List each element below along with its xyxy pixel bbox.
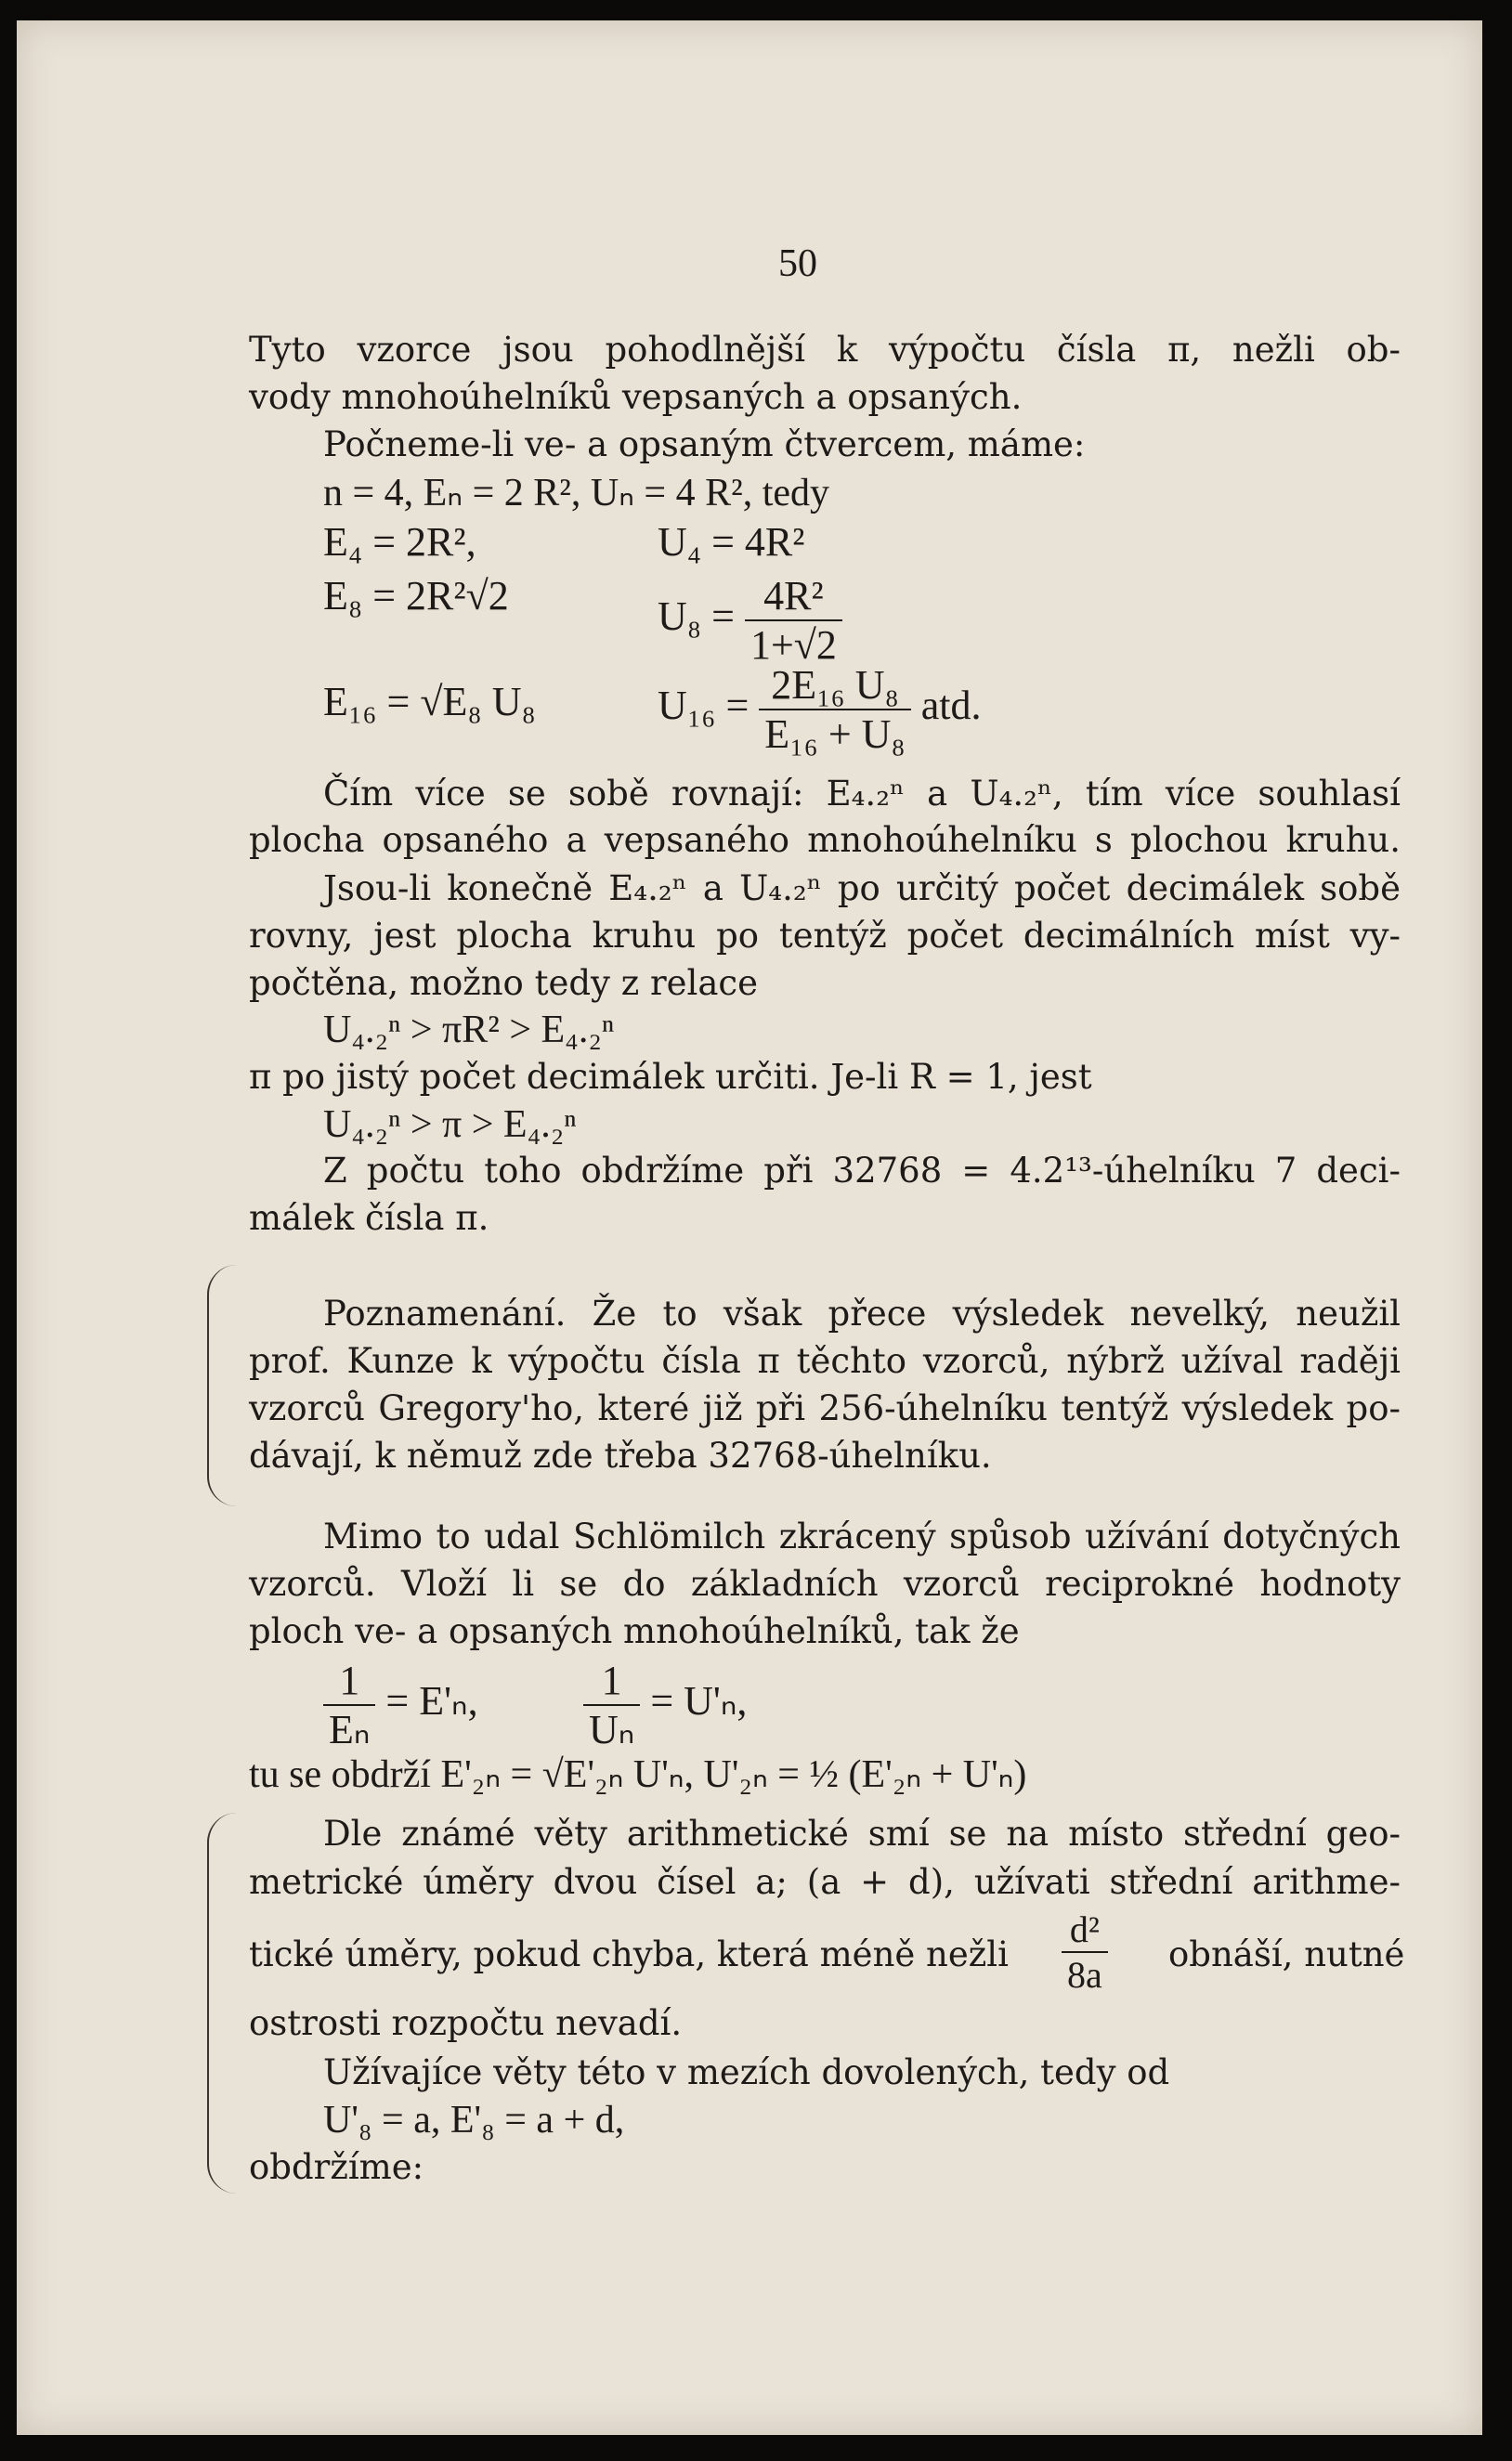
denominator: 1+√2 bbox=[749, 622, 837, 668]
formula-recip-e bbox=[323, 1657, 478, 1753]
etc-label: atd. bbox=[920, 683, 982, 729]
note-line: dávají, k němuž zde třeba 32768-úhelníku. bbox=[249, 1436, 992, 1476]
text-line: Tyto vzorce jsou pohodlnější k výpočtu čísla π, nežli ob- bbox=[249, 330, 1401, 370]
fraction bbox=[759, 661, 911, 758]
formula-line: n = 4, Eₙ = 2 R², Uₙ = 4 R², tedy bbox=[323, 472, 830, 514]
text-line: vody mnohoúhelníků vepsaných a opsaných. bbox=[249, 377, 1023, 417]
formula-u4: U₄ = 4R² bbox=[658, 519, 805, 565]
formula-recip-u-rhs: = U'ₙ, bbox=[650, 1678, 748, 1725]
text-line: Čím více se sobě rovnají: E₄.₂ⁿ a U₄.₂ⁿ, tím více souhlasí bbox=[323, 774, 1401, 814]
text-line: Dle známé věty arithmetické smí se na místo střední geo- bbox=[323, 1814, 1401, 1854]
book-page bbox=[17, 20, 1482, 2435]
margin-bracket bbox=[207, 1265, 237, 1506]
text-line: plocha opsaného a vepsaného mnohoúhelníku s plochou kruhu. bbox=[249, 820, 1401, 860]
formula-error-fraction bbox=[1062, 1908, 1108, 1997]
text-line: obnáší, nutné bbox=[1168, 1934, 1405, 1974]
denominator: Eₙ bbox=[329, 1707, 371, 1752]
fraction bbox=[583, 1657, 640, 1753]
formula-u16 bbox=[658, 661, 982, 758]
fraction bbox=[1062, 1908, 1108, 1997]
text-line: vzorců. Vloží li se do základních vzorců reciprokné hodnoty bbox=[249, 1564, 1401, 1604]
numerator: 1 bbox=[583, 1657, 640, 1706]
text-line: Mimo to udal Schlömilch zkrácený spůsob užívání dotyčných bbox=[323, 1517, 1401, 1556]
denominator: E₁₆ + U₈ bbox=[764, 711, 906, 757]
numerator: 1 bbox=[323, 1657, 375, 1706]
text-line: obdržíme: bbox=[249, 2147, 424, 2187]
text-line: ploch ve- a opsaných mnohoúhelníků, tak že bbox=[249, 1611, 1020, 1651]
formula-recip-u bbox=[583, 1657, 747, 1753]
note-line: vzorců Gregory'ho, které již při 256-úhelníku tentýž výsledek po- bbox=[249, 1388, 1401, 1428]
formula-u16-lhs: U₁₆ = bbox=[658, 683, 749, 729]
denominator: Uₙ bbox=[589, 1707, 635, 1752]
note-line: Poznamenání. Že to však přece výsledek nevelký, neužil bbox=[323, 1294, 1401, 1334]
text-line: Užívajíce věty této v mezích dovolených, tedy od bbox=[323, 2052, 1170, 2092]
page-number: 50 bbox=[778, 242, 817, 285]
numerator: d² bbox=[1062, 1908, 1108, 1953]
text-line: π po jistý počet decimálek určiti. Je-li R = 1, jest bbox=[249, 1057, 1092, 1097]
fraction bbox=[745, 572, 842, 669]
denominator: 8a bbox=[1067, 1954, 1102, 1996]
numerator: 2E₁₆ U₈ bbox=[759, 661, 911, 710]
formula-e4: E₄ = 2R², bbox=[323, 519, 476, 565]
formula-u8 bbox=[658, 572, 842, 669]
text-line: tické úměry, pokud chyba, která méně nežli bbox=[249, 1934, 1009, 1974]
note-line: prof. Kunze k výpočtu čísla π těchto vzorců, nýbrž užíval raději bbox=[249, 1341, 1401, 1381]
formula-recip-e-rhs: = E'ₙ, bbox=[385, 1678, 478, 1725]
text-line: počtěna, možno tedy z relace bbox=[249, 963, 759, 1003]
text-line: málek čísla π. bbox=[249, 1198, 489, 1238]
text-line: Počneme-li ve- a opsaným čtvercem, máme: bbox=[323, 424, 1086, 464]
formula-line: U₄.₂ⁿ > π > E₄.₂ⁿ bbox=[323, 1103, 577, 1146]
text-line: Z počtu toho obdržíme při 32768 = 4.2¹³-úhelníku 7 deci- bbox=[323, 1151, 1401, 1191]
fraction bbox=[323, 1657, 375, 1753]
text-line: metrické úměry dvou čísel a; (a + d), užívati střední arithme- bbox=[249, 1862, 1401, 1902]
formula-u8-lhs: U₈ = bbox=[658, 593, 735, 640]
formula-e8: E₈ = 2R²√2 bbox=[323, 573, 509, 619]
formula-e16: E₁₆ = √E₈ U₈ bbox=[323, 679, 536, 724]
text-line: rovny, jest plocha kruhu po tentýž počet decimálních míst vy- bbox=[249, 916, 1401, 956]
formula-line: U'₈ = a, E'₈ = a + d, bbox=[323, 2099, 625, 2142]
formula-line: U₄.₂ⁿ > πR² > E₄.₂ⁿ bbox=[323, 1009, 615, 1051]
margin-bracket bbox=[207, 1813, 237, 2194]
formula-line: tu se obdrží E'₂ₙ = √E'₂ₙ U'ₙ, U'₂ₙ = ½ (E'₂ₙ + U'ₙ) bbox=[249, 1753, 1027, 1796]
numerator: 4R² bbox=[745, 572, 842, 621]
text-line: Jsou-li konečně E₄.₂ⁿ a U₄.₂ⁿ po určitý počet decimálek sobě bbox=[323, 868, 1401, 908]
text-line: ostrosti rozpočtu nevadí. bbox=[249, 2003, 683, 2043]
